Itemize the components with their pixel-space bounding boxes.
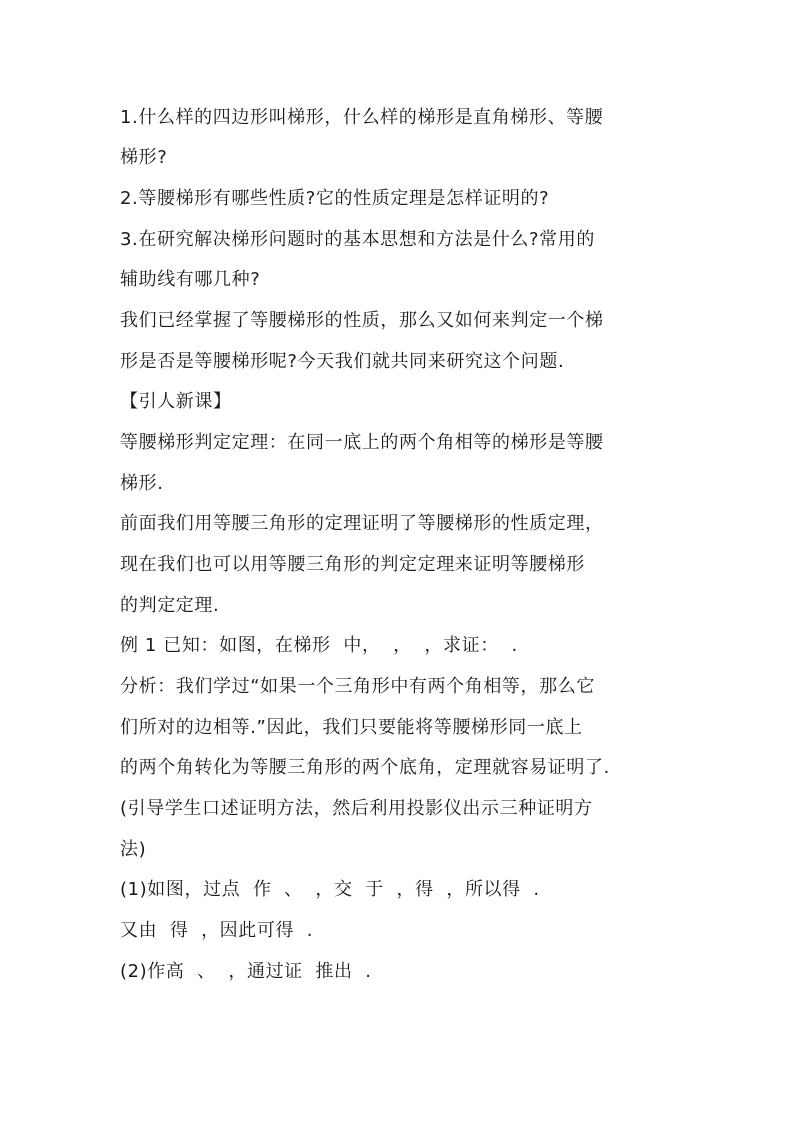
guidance-line-2: 法): [120, 839, 147, 860]
example-1: 例 1 已知：如图，在梯形 中， ， ，求证： .: [120, 635, 518, 656]
explanation-line-3: 的判定定理.: [120, 595, 220, 616]
question-3-line-2: 辅助线有哪几种?: [120, 269, 261, 290]
method-1-line-1: (1)如图，过点 作 、 ，交 于 ，得 ，所以得 .: [120, 879, 540, 900]
section-heading: 【引人新课】: [120, 391, 232, 412]
method-2: (2)作高 、 ，通过证 推出 .: [120, 961, 372, 982]
explanation-line-2: 现在我们也可以用等腰三角形的判定定理来证明等腰梯形: [120, 554, 585, 575]
analysis-line-3: 的两个角转化为等腰三角形的两个底角，定理就容易证明了.: [120, 757, 610, 778]
analysis-line-2: 们所对的边相等.”因此，我们只要能将等腰梯形同一底上: [120, 717, 583, 738]
guidance-line-1: (引导学生口述证明方法，然后利用投影仪出示三种证明方: [120, 798, 593, 819]
explanation-line-1: 前面我们用等腰三角形的定理证明了等腰梯形的性质定理，: [120, 513, 604, 534]
question-1-line-1: 1.什么样的四边形叫梯形，什么样的梯形是直角梯形、等腰: [120, 107, 604, 128]
question-2: 2.等腰梯形有哪些性质?它的性质定理是怎样证明的?: [120, 188, 550, 209]
analysis-line-1: 分析：我们学过“如果一个三角形中有两个角相等，那么它: [120, 676, 595, 697]
intro-paragraph-line-1: 我们已经掌握了等腰梯形的性质，那么又如何来判定一个梯: [120, 310, 604, 331]
question-1-line-2: 梯形?: [120, 147, 168, 168]
question-3-line-1: 3.在研究解决梯形问题时的基本思想和方法是什么?常用的: [120, 229, 595, 250]
intro-paragraph-line-2: 形是否是等腰梯形呢?今天我们就共同来研究这个问题.: [120, 351, 565, 372]
theorem-line-1: 等腰梯形判定定理：在同一底上的两个角相等的梯形是等腰: [120, 432, 604, 453]
theorem-line-2: 梯形.: [120, 473, 164, 494]
method-1-line-2: 又由 得 ，因此可得 .: [120, 920, 314, 941]
